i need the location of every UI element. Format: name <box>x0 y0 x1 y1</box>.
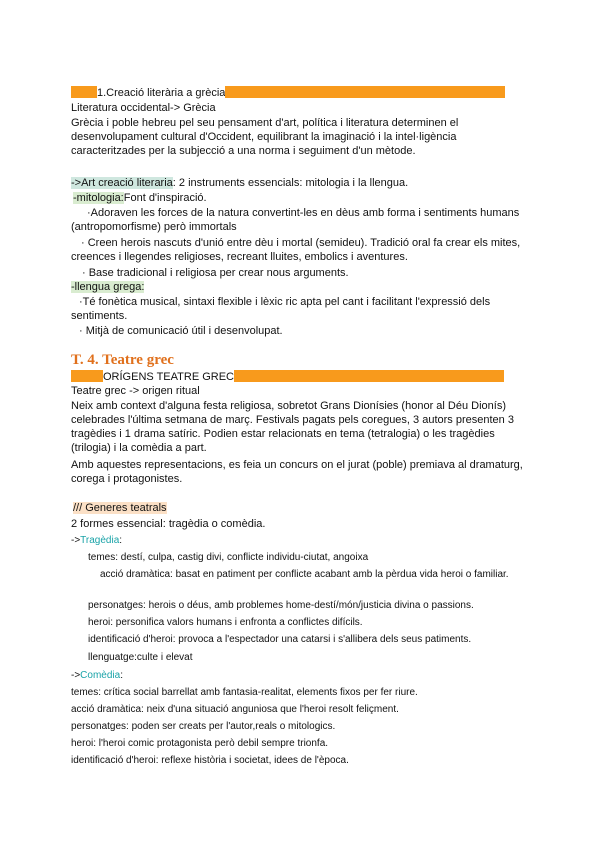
tragedia-line: ->Tragèdia: <box>71 535 123 546</box>
llengua-bullet-2: · Mitjà de comunicació útil i desenvolupat. <box>79 325 283 337</box>
mito-bullet-2: · Creen herois nascuts d'unió entre dèu i mortal (semideu). Tradició oral fa crear els mites, creences i llegendes religioses, recreant lluites, embolics i aventures. <box>71 237 521 263</box>
origins-para: Neix amb context d'alguna festa religiosa, sobretot Grans Dionísies (honor al Déu Dionís) celebrades l'última setmana de març. Festivals pagats pels coregues, 3 autors presenten 3 tragèdies i 1 drama satíric. Podien estar relacionats en tema (tetralogia) o les tragèdies (trilogia) i la comèdia a part. <box>71 400 514 454</box>
origins-heading-line <box>71 370 504 384</box>
mito-text: Font d'inspiració. <box>123 192 207 204</box>
comedia-label: Comèdia <box>80 670 121 681</box>
comedia-item: acció dramàtica: neix d'una situació anguniosa que l'heroi resolt feliçment. <box>71 704 399 715</box>
orange-highlight-bar <box>225 86 505 98</box>
generes-heading-line <box>73 501 167 515</box>
section1-sub: Literatura occidental-> Grècia <box>71 102 216 114</box>
tragedia-item: personatges: herois o déus, amb problemes home-destí/món/justicia divina o passions. <box>88 600 474 611</box>
section1-para: Grècia i poble hebreu pel seu pensament d'art, política i literatura determinen el desenvolupament cultural d'Occident, equilibrant la imaginació i la intel·ligència caracteritzades per la subjecció a una norma i seguiment d'un mètode. <box>71 117 459 157</box>
section2-title: T. 4. Teatre grec <box>71 352 174 368</box>
section1-heading: 1.Creació literària a grècia <box>97 87 226 99</box>
tragedia-item: llenguatge:culte i elevat <box>88 652 193 663</box>
origins-sub: Teatre grec -> origen ritual <box>71 385 200 397</box>
art-text: : 2 instruments essencials: mitologia i la llengua. <box>172 177 409 189</box>
origins-para2: Amb aquestes representacions, es feia un concurs on el jurat (poble) premiava al dramaturg, corega i protagonistes. <box>71 459 523 485</box>
tragedia-item: temes: destí, culpa, castig divi, conflicte individu-ciutat, angoixa <box>88 552 369 563</box>
mito-label: -mitologia: <box>73 192 124 204</box>
art-label: ->Art creació literaria <box>71 177 173 189</box>
generes-sub: 2 formes essencial: tragèdia o comèdia. <box>71 518 266 530</box>
mito-bullet-3: · Base tradicional i religiosa per crear nous arguments. <box>82 267 349 279</box>
tragedia-item: heroi: personifica valors humans i enfronta a conflictes difícils. <box>88 617 363 628</box>
llengua-bullet-1: ·Té fonètica musical, sintaxi flexible i lèxic ric apta pel cant i facilitant l'expressió dels sentiments. <box>71 296 491 322</box>
comedia-line: ->Comèdia: <box>71 670 123 681</box>
origins-heading: ORÍGENS TEATRE GREC <box>103 371 235 383</box>
tragedia-label: Tragèdia <box>80 535 120 546</box>
llengua-line <box>71 280 144 294</box>
mito-bullet-1: ·Adoraven les forces de la natura convertint-les en dèus amb forma i sentiments humans (antropomorfisme) però immortals <box>71 207 520 233</box>
generes-heading: /// Generes teatrals <box>73 502 167 514</box>
mito-line <box>73 191 207 205</box>
llengua-label: -llengua grega: <box>71 281 145 293</box>
comedia-item: temes: crítica social barrellat amb fantasia-realitat, elements fixos per fer riure. <box>71 687 418 698</box>
orange-highlight-bar <box>71 370 103 382</box>
arrow: -> <box>71 535 81 546</box>
orange-highlight-bar <box>234 370 504 382</box>
section1-heading-line <box>71 86 505 100</box>
arrow: -> <box>71 670 81 681</box>
orange-highlight-bar <box>71 86 97 98</box>
comedia-item: heroi: l'heroi comic protagonista però debil sempre trionfa. <box>71 738 329 749</box>
tragedia-item: identificació d'heroi: provoca a l'espectador una catarsi i s'allibera dels seus patiments. <box>88 634 472 645</box>
comedia-item: identificació d'heroi: reflexe història i societat, idees de l'època. <box>71 755 349 766</box>
tragedia-item: acció dramàtica: basat en patiment per conflicte acabant amb la pèrdua vida heroi o familiar. <box>100 569 509 580</box>
comedia-item: personatges: poden ser creats per l'autor,reals o mitologics. <box>71 721 336 732</box>
art-line <box>71 176 408 190</box>
